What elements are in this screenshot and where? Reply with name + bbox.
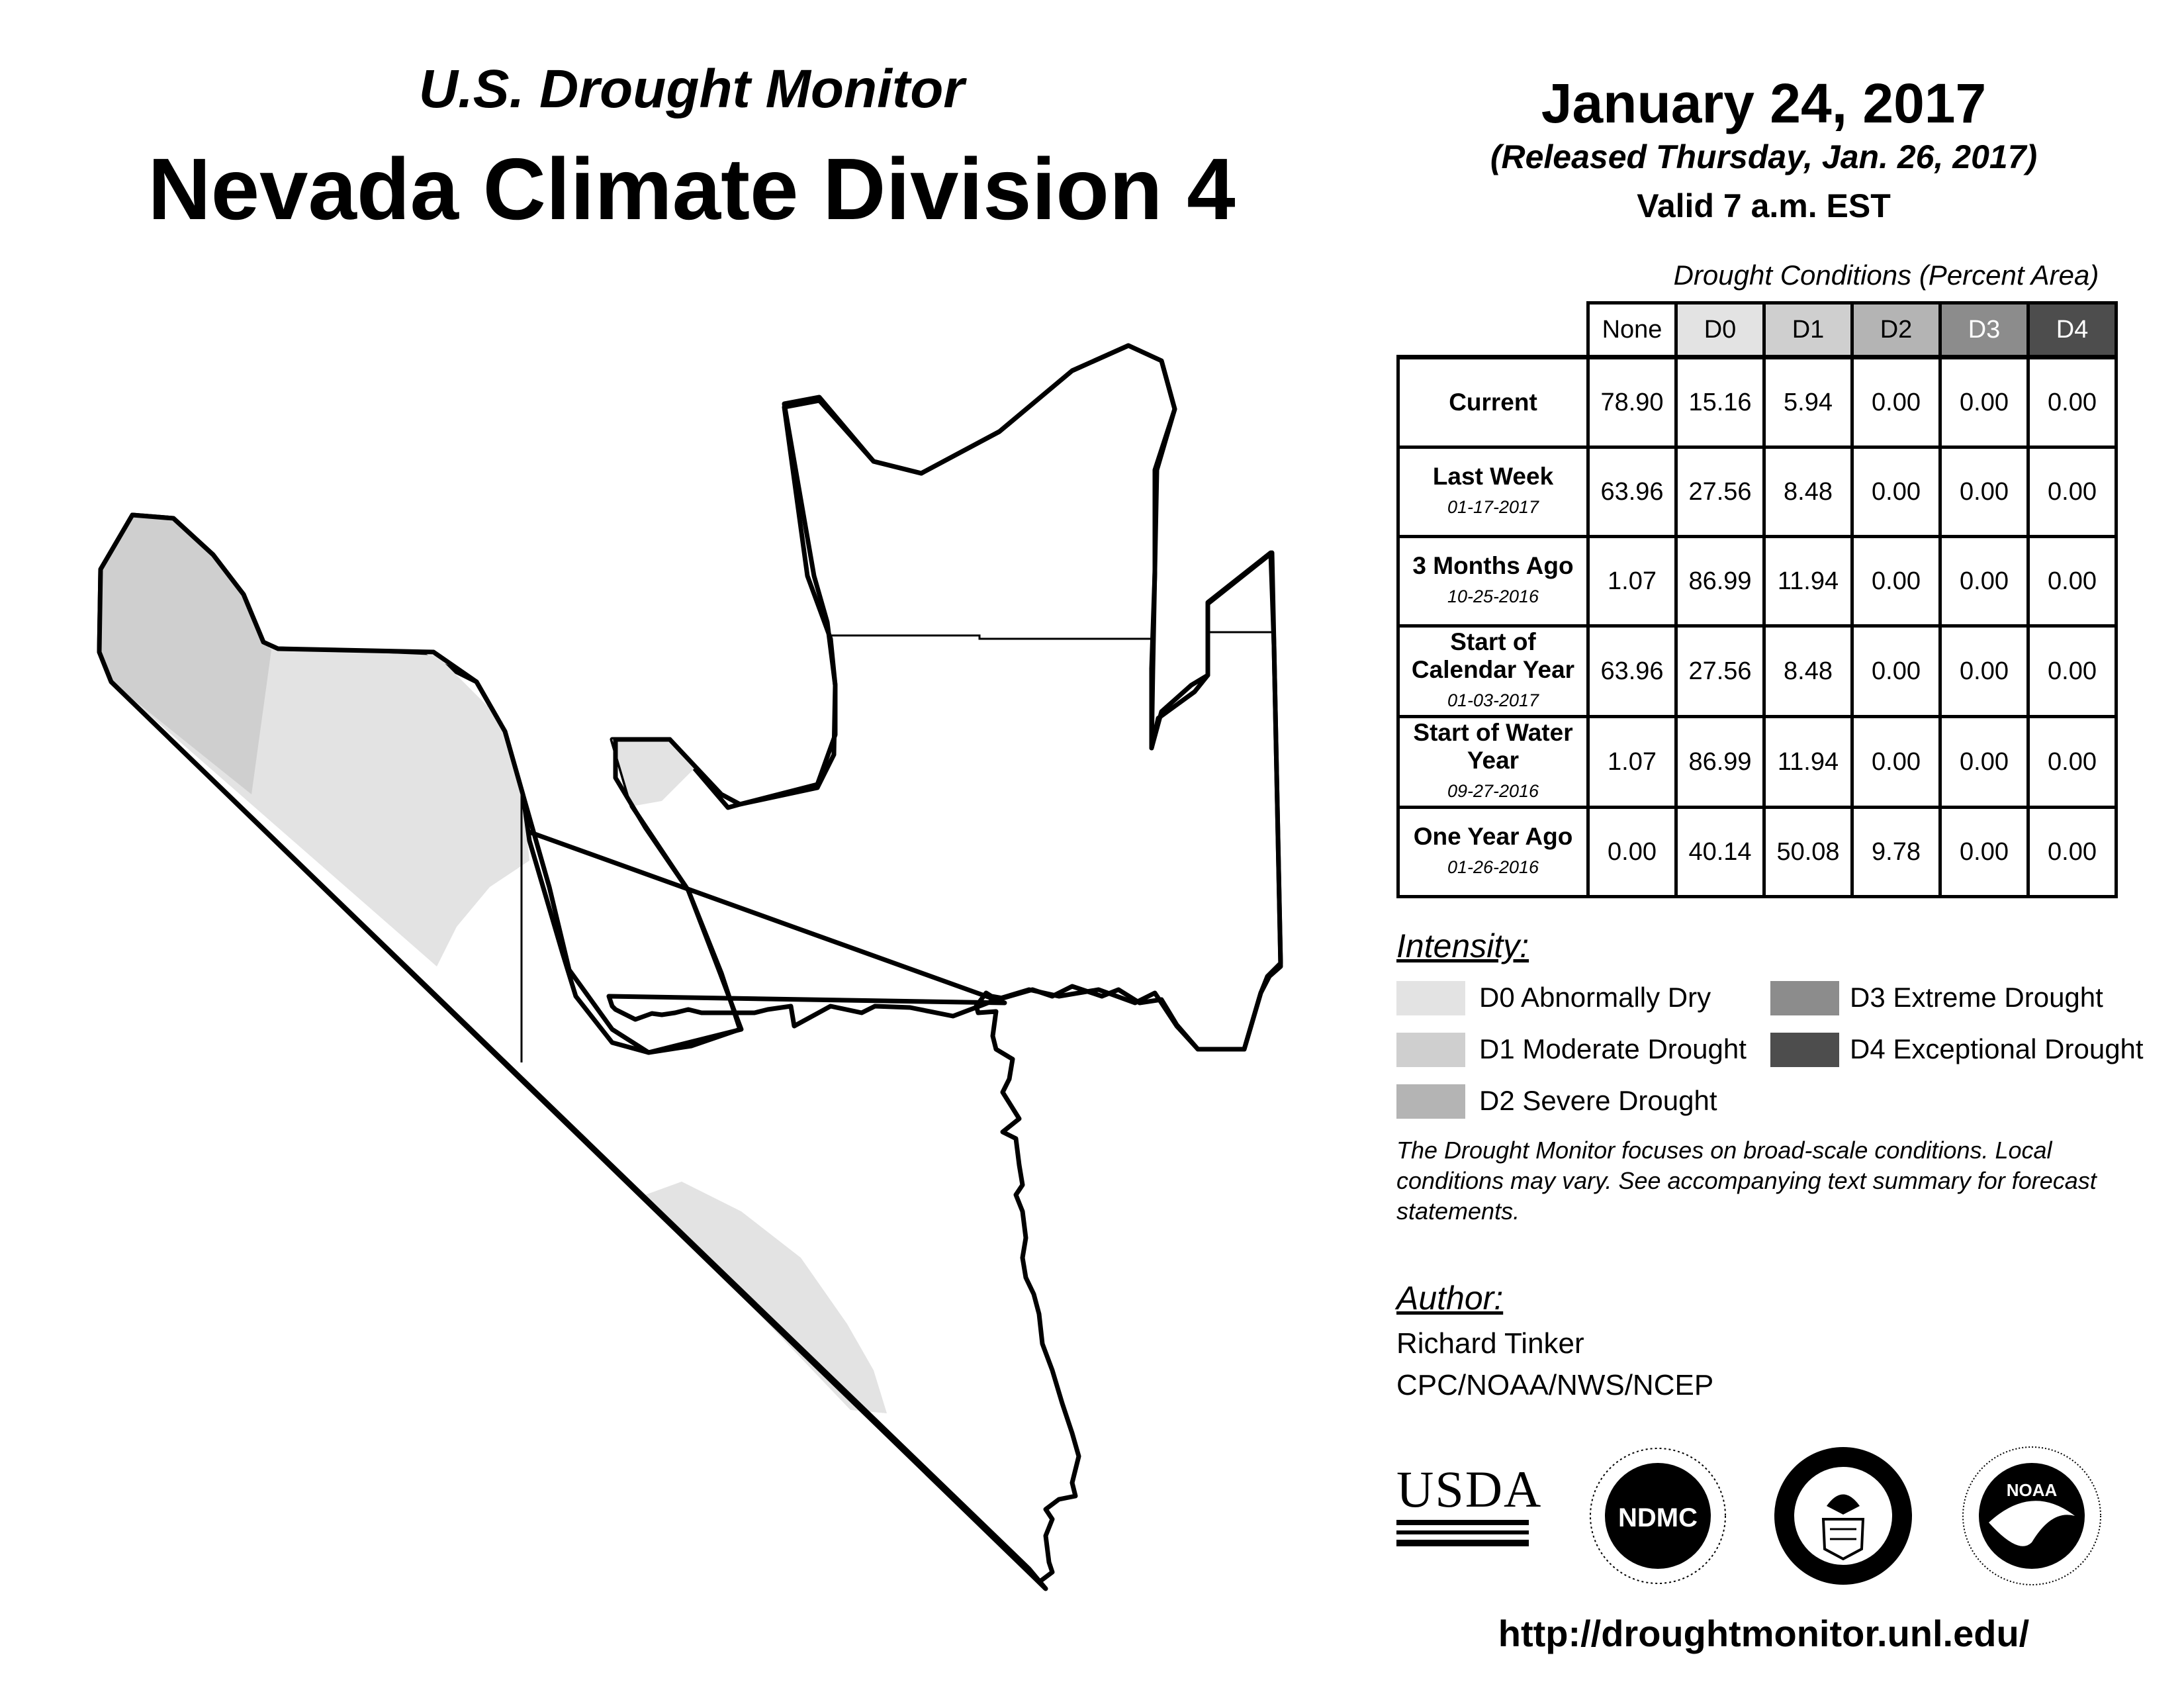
row-label-text: Start of Water Year bbox=[1413, 719, 1573, 774]
legend-swatch-d0 bbox=[1396, 981, 1465, 1015]
row-label-text: One Year Ago bbox=[1413, 823, 1573, 850]
legend-swatch-d4 bbox=[1770, 1033, 1839, 1067]
row-date: 10-25-2016 bbox=[1447, 586, 1539, 606]
row-label bbox=[1398, 626, 1588, 717]
ndmc-logo-text: NDMC bbox=[1618, 1503, 1698, 1532]
map-date: January 24, 2017 bbox=[1541, 72, 1987, 134]
row-label-text: Current bbox=[1449, 389, 1537, 416]
table-cell: 1.07 bbox=[1588, 717, 1676, 808]
col-header-none: None bbox=[1588, 303, 1676, 357]
table-cell: 0.00 bbox=[1852, 717, 1940, 808]
noaa-logo bbox=[1959, 1443, 2105, 1589]
legend-label-d4: D4 Exceptional Drought bbox=[1850, 1033, 2144, 1064]
noaa-logo-text: NOAA bbox=[2006, 1480, 2058, 1500]
table-caption: Drought Conditions (Percent Area) bbox=[1673, 259, 2099, 291]
table-cell: 9.78 bbox=[1852, 808, 1940, 897]
table-cell: 86.99 bbox=[1676, 537, 1764, 626]
table-cell: 63.96 bbox=[1588, 447, 1676, 537]
table-row bbox=[1398, 537, 2116, 626]
legend-label-d0: D0 Abnormally Dry bbox=[1479, 982, 1711, 1013]
table-cell: 0.00 bbox=[2028, 717, 2116, 808]
disclaimer-text: The Drought Monitor focuses on broad-scale conditions. Local conditions may vary. See accompanying text summary for forecast statements. bbox=[1396, 1137, 2097, 1225]
division-boundary bbox=[99, 346, 1281, 1589]
table-cell: 0.00 bbox=[2028, 537, 2116, 626]
legend-label-d3: D3 Extreme Drought bbox=[1850, 982, 2103, 1013]
table-cell: 0.00 bbox=[1940, 808, 2028, 897]
table-cell: 0.00 bbox=[1852, 537, 1940, 626]
legend-heading: Intensity: bbox=[1396, 927, 1529, 964]
table-cell: 0.00 bbox=[2028, 808, 2116, 897]
map-title: Nevada Climate Division 4 bbox=[148, 140, 1236, 238]
table-corner bbox=[1398, 303, 1588, 357]
table-cell: 0.00 bbox=[1852, 447, 1940, 537]
col-header-d3: D3 bbox=[1940, 303, 2028, 357]
row-label-text: Start of Calendar Year bbox=[1411, 628, 1575, 683]
row-label bbox=[1398, 447, 1588, 537]
commerce-seal bbox=[1770, 1443, 1916, 1589]
col-header-d1: D1 bbox=[1764, 303, 1852, 357]
table-cell: 27.56 bbox=[1676, 626, 1764, 717]
table-cell: 78.90 bbox=[1588, 357, 1676, 447]
table-cell: 0.00 bbox=[1852, 626, 1940, 717]
row-date: 09-27-2016 bbox=[1447, 781, 1539, 801]
row-label bbox=[1398, 537, 1588, 626]
author-heading: Author: bbox=[1396, 1280, 1504, 1317]
row-label-text: 3 Months Ago bbox=[1412, 552, 1574, 579]
table-cell: 0.00 bbox=[1940, 626, 2028, 717]
table-cell: 11.94 bbox=[1764, 537, 1852, 626]
legend-label-d2: D2 Severe Drought bbox=[1479, 1085, 1717, 1116]
col-header-d0: D0 bbox=[1676, 303, 1764, 357]
table-cell: 0.00 bbox=[1940, 357, 2028, 447]
table-cell: 5.94 bbox=[1764, 357, 1852, 447]
drought-conditions-table bbox=[1396, 301, 2118, 898]
legend-swatch-d1 bbox=[1396, 1033, 1465, 1067]
table-cell: 8.48 bbox=[1764, 447, 1852, 537]
table-cell: 0.00 bbox=[1588, 808, 1676, 897]
legend-swatch-d2 bbox=[1396, 1084, 1465, 1119]
table-row bbox=[1398, 447, 2116, 537]
author-name: Richard Tinker bbox=[1396, 1327, 1584, 1360]
table-cell: 50.08 bbox=[1764, 808, 1852, 897]
ndmc-logo bbox=[1585, 1443, 1731, 1589]
row-label bbox=[1398, 717, 1588, 808]
row-label bbox=[1398, 357, 1588, 447]
col-header-d2: D2 bbox=[1852, 303, 1940, 357]
table-cell: 0.00 bbox=[2028, 357, 2116, 447]
row-date: 01-03-2017 bbox=[1447, 690, 1539, 710]
valid-time: Valid 7 a.m. EST bbox=[1637, 187, 1891, 224]
row-date: 01-17-2017 bbox=[1447, 497, 1539, 517]
release-date: (Released Thursday, Jan. 26, 2017) bbox=[1490, 138, 2038, 175]
legend-label-d1: D1 Moderate Drought bbox=[1479, 1033, 1747, 1064]
table-row bbox=[1398, 717, 2116, 808]
table-cell: 27.56 bbox=[1676, 447, 1764, 537]
table-row bbox=[1398, 808, 2116, 897]
table-cell: 11.94 bbox=[1764, 717, 1852, 808]
table-cell: 1.07 bbox=[1588, 537, 1676, 626]
author-organization: CPC/NOAA/NWS/NCEP bbox=[1396, 1369, 1714, 1401]
table-cell: 63.96 bbox=[1588, 626, 1676, 717]
table-cell: 0.00 bbox=[1940, 537, 2028, 626]
row-date: 01-26-2016 bbox=[1447, 857, 1539, 877]
table-cell: 86.99 bbox=[1676, 717, 1764, 808]
table-cell: 15.16 bbox=[1676, 357, 1764, 447]
table-cell: 0.00 bbox=[1940, 447, 2028, 537]
table-cell: 0.00 bbox=[1852, 357, 1940, 447]
table-row bbox=[1398, 357, 2116, 447]
map-subtitle: U.S. Drought Monitor bbox=[418, 59, 965, 119]
table-cell: 8.48 bbox=[1764, 626, 1852, 717]
d0-area-south bbox=[645, 1182, 887, 1413]
legend-swatch-d3 bbox=[1770, 981, 1839, 1015]
table-cell: 40.14 bbox=[1676, 808, 1764, 897]
table-cell: 0.00 bbox=[2028, 626, 2116, 717]
county-line-north bbox=[827, 632, 1272, 639]
col-header-d4: D4 bbox=[2028, 303, 2116, 357]
website-url[interactable]: http://droughtmonitor.unl.edu/ bbox=[1498, 1613, 2030, 1654]
usda-logo bbox=[1396, 1460, 1543, 1556]
table-cell: 0.00 bbox=[2028, 447, 2116, 537]
row-label bbox=[1398, 808, 1588, 897]
west-border bbox=[111, 682, 1046, 1589]
usda-logo-text: USDA bbox=[1396, 1460, 1543, 1518]
table-row bbox=[1398, 626, 2116, 717]
row-label-text: Last Week bbox=[1432, 463, 1554, 490]
table-header-row bbox=[1398, 303, 2116, 357]
table-cell: 0.00 bbox=[1940, 717, 2028, 808]
